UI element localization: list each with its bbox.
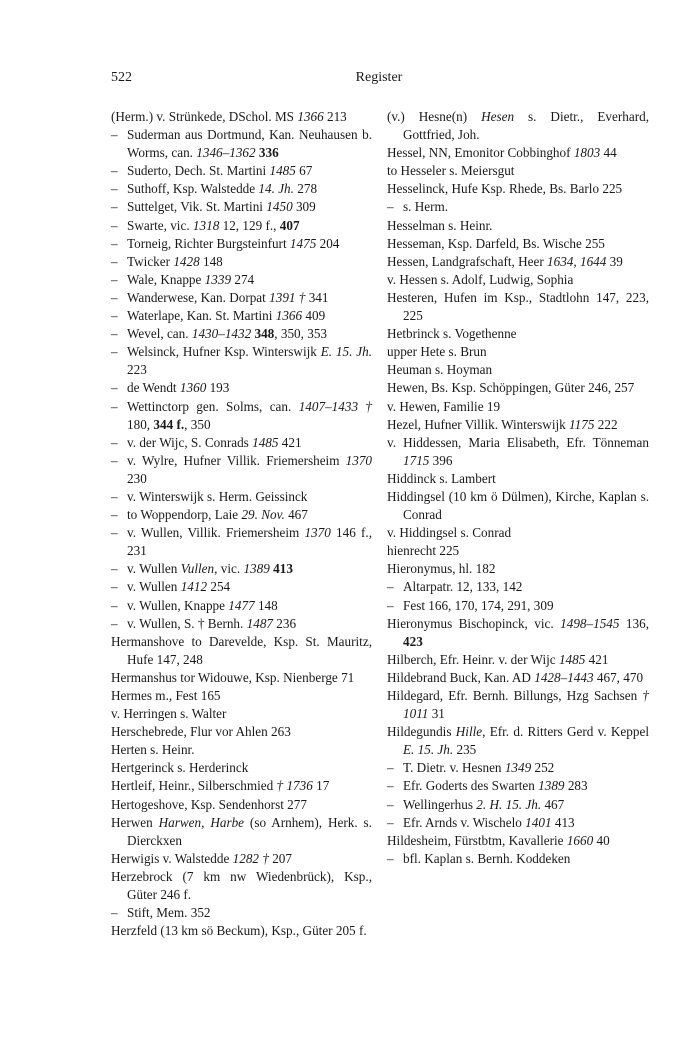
entry-text: 12, 129 f.,: [219, 217, 280, 233]
entry-text: , Efr. d. Ritters Gerd v. Keppel: [482, 724, 649, 740]
subentry-dash: –: [387, 199, 394, 215]
index-entry: [111, 198, 372, 216]
entry-text: hienrecht 225: [387, 543, 460, 559]
subentry-dash: –: [111, 507, 118, 523]
entry-text: 17: [312, 778, 330, 794]
entry-text: s. Dietr., Everhard, Gottfried, Joh.: [403, 109, 649, 143]
entry-text: Hieronymus Bischopinck, vic.: [387, 615, 561, 631]
entry-text: 1487: [246, 615, 273, 631]
entry-text: 1485: [252, 434, 279, 450]
entry-text: Hertogeshove, Ksp. Sendenhorst 277: [111, 796, 307, 812]
subentry-dash: –: [111, 326, 118, 342]
entry-text: 40: [593, 832, 610, 848]
index-entry: [387, 723, 649, 759]
entry-text: Hermanshus tor Widouwe, Ksp. Nienberge 71: [111, 669, 355, 685]
entry-text: 1401: [525, 814, 552, 830]
index-entry: [387, 180, 649, 198]
entry-text: Hermanshove to Darevelde, Ksp. St. Mauritz, Hufe 147, 248: [111, 633, 372, 667]
entry-text: Herschebrede, Flur vor Ahlen 263: [111, 724, 291, 740]
index-entry: [111, 741, 372, 759]
entry-text: 148: [199, 253, 223, 269]
subentry-dash: –: [111, 905, 118, 921]
index-entry: [111, 434, 372, 452]
entry-text: 193: [206, 380, 230, 396]
subentry-dash: –: [111, 380, 118, 396]
index-entry: [111, 253, 372, 271]
entry-text: 1428: [173, 253, 200, 269]
index-entry: [111, 488, 372, 506]
index-entry: [387, 289, 649, 325]
entry-text: T. Dietr. v. Hesnen: [403, 760, 505, 776]
index-entry: [387, 669, 649, 687]
entry-text: Wanderwese, Kan. Dorpat: [127, 289, 270, 305]
entry-text: 1389: [538, 778, 565, 794]
entry-text: de Wendt: [127, 380, 180, 396]
entry-text: 235: [453, 742, 477, 758]
subentry-dash: –: [111, 525, 118, 541]
entry-text: Twicker: [127, 253, 174, 269]
entry-text: Hildegard, Efr. Bernh. Billungs, Hzg Sachsen: [387, 688, 643, 703]
entry-text: to Woppendorp, Laie: [127, 507, 242, 523]
index-entry: [387, 488, 649, 524]
subentry-dash: –: [387, 760, 394, 776]
entry-text: v. Wullen, S. † Bernh.: [127, 615, 247, 631]
subentry-dash: –: [111, 271, 118, 287]
subentry-dash: –: [111, 488, 118, 504]
entry-text: 1370: [345, 452, 372, 468]
entry-text: 1634, 1644: [547, 253, 607, 269]
entry-text: 1318: [192, 217, 220, 233]
entry-text: 396: [429, 452, 453, 468]
entry-text: 1428–1443: [534, 669, 594, 685]
index-entry: [387, 416, 649, 434]
entry-text: Suderto, Dech. St. Martini: [127, 163, 270, 179]
entry-text: Hertgerinck s. Herderinck: [111, 760, 249, 776]
entry-text: 336: [258, 145, 279, 161]
entry-text: 1360: [179, 380, 207, 396]
index-entry: [111, 162, 372, 180]
entry-text: Herzfeld (13 km sö Beckum), Ksp., Güter 205 f.: [111, 923, 367, 939]
index-entry: [111, 560, 372, 578]
entry-text: v. der Wijc, S. Conrads: [127, 434, 253, 450]
entry-text: (Herm.) v. Strünkede, DSchol. MS: [111, 109, 298, 124]
subentry-dash: –: [111, 452, 118, 468]
index-entry: [111, 506, 372, 524]
entry-text: 213: [323, 109, 347, 124]
entry-text: 467: [541, 796, 565, 812]
index-entry: [387, 687, 649, 723]
entry-text: 204: [316, 235, 340, 251]
entry-text: 421: [585, 651, 609, 667]
entry-text: 421: [278, 434, 302, 450]
index-entry: [111, 271, 372, 289]
entry-text: (so Arnhem), Herk. s. Dierckxen: [127, 814, 372, 848]
index-entry: [387, 560, 649, 578]
entry-text: 1346–1362: [196, 145, 256, 161]
index-entry: [387, 651, 649, 669]
entry-text: 409: [302, 308, 326, 324]
entry-text: Herwigis v. Walstedde: [111, 850, 233, 866]
entry-text: 14. Jh.: [258, 181, 294, 197]
subentry-dash: –: [387, 814, 394, 830]
entry-text: 344 f.: [153, 416, 185, 432]
entry-text: v. Winterswijk s. Herm. Geissinck: [127, 488, 308, 504]
index-entry: [111, 289, 372, 307]
index-entry: [111, 868, 372, 904]
entry-text: 207: [268, 850, 292, 866]
entry-text: Hetbrinck s. Vogethenne: [387, 326, 517, 342]
index-entry: [387, 759, 649, 777]
index-entry: [387, 343, 649, 361]
index-entry: [111, 597, 372, 615]
entry-text: Hewen, Bs. Ksp. Schöppingen, Güter 246, 257: [387, 380, 635, 396]
entry-text: Hertleif, Heinr., Silberschmied: [111, 778, 277, 794]
entry-text: Wevel, can.: [127, 326, 192, 342]
entry-text: 1715: [403, 452, 430, 468]
index-entry: [111, 922, 372, 940]
entry-text: Suderman aus Dortmund, Kan. Neuhausen b. Worms, can.: [127, 127, 372, 161]
index-entry: [111, 705, 372, 723]
entry-text: 341: [305, 289, 329, 305]
index-entry: [387, 597, 649, 615]
entry-text: Efr. Arnds v. Wischelo: [403, 814, 526, 830]
entry-text: 39: [606, 253, 623, 269]
entry-text: 180,: [127, 416, 154, 432]
entry-text: Wettinctorp gen. Solms, can.: [127, 398, 299, 414]
entry-text: Harwen, Harbe: [158, 814, 245, 830]
entry-text: Altarpatr. 12, 133, 142: [403, 579, 523, 595]
index-entry: [387, 253, 649, 271]
entry-text: 1366: [275, 308, 303, 324]
entry-text: 1366: [297, 109, 324, 124]
entry-text: Hiddinck s. Lambert: [387, 470, 496, 486]
subentry-dash: –: [387, 579, 394, 595]
entry-text: upper Hete s. Brun: [387, 344, 487, 360]
index-entry: [387, 271, 649, 289]
entry-text: 31: [428, 706, 445, 722]
index-entry: [387, 434, 649, 470]
subentry-dash: –: [387, 778, 394, 794]
entry-text: 1498–1545: [560, 615, 620, 631]
index-entry: [111, 217, 372, 235]
entry-text: Hermes m., Fest 165: [111, 688, 221, 703]
entry-text: v. Hiddessen, Maria Elisabeth, Efr. Tönneman: [387, 434, 649, 450]
subentry-dash: –: [111, 579, 118, 595]
entry-text: Vullen: [180, 561, 215, 577]
index-entry: [387, 832, 649, 850]
entry-text: 254: [207, 579, 231, 595]
entry-text: 1339: [204, 271, 232, 287]
entry-text: 1175: [569, 416, 595, 432]
index-entry: [387, 796, 649, 814]
entry-text: s. Herm.: [403, 199, 449, 215]
entry-text: 1475: [289, 235, 317, 251]
entry-text: 1485: [558, 651, 586, 667]
index-entry: [111, 759, 372, 777]
index-column-right: [387, 108, 649, 868]
entry-text: v. Hewen, Familie 19: [387, 398, 501, 414]
index-entry: [387, 217, 649, 235]
index-entry: [111, 398, 372, 434]
entry-text: 136,: [619, 615, 649, 631]
index-entry: [387, 162, 649, 180]
entry-text: Hildesheim, Fürstbtm, Kavallerie: [387, 832, 567, 848]
entry-text: 283: [564, 778, 588, 794]
entry-text: Wellingerhus: [403, 796, 477, 812]
index-entry: [111, 633, 372, 669]
entry-text: 1660: [566, 832, 594, 848]
index-entry: [111, 796, 372, 814]
subentry-dash: –: [387, 850, 394, 866]
entry-text: Welsinck, Hufner Ksp. Winterswijk: [127, 344, 321, 360]
entry-text: E. 15. Jh.: [320, 344, 372, 360]
subentry-dash: –: [111, 235, 118, 251]
subentry-dash: –: [387, 597, 394, 613]
entry-text: 2. H. 15. Jh.: [476, 796, 542, 812]
entry-text: v. Hessen s. Adolf, Ludwig, Sophia: [387, 271, 574, 287]
subentry-dash: –: [111, 561, 118, 577]
index-column-left: [111, 108, 372, 940]
subentry-dash: –: [111, 181, 118, 197]
entry-text: bfl. Kaplan s. Bernh. Koddeken: [403, 850, 571, 866]
index-entry: [111, 343, 372, 379]
entry-text: , vic.: [214, 561, 244, 577]
entry-text: 44: [600, 145, 617, 161]
entry-text: v. Wylre, Hufner Villik. Friemersheim: [127, 452, 346, 468]
index-entry: [387, 325, 649, 343]
entry-text: 1477: [228, 597, 255, 613]
entry-text: 236: [273, 615, 297, 631]
running-title: Register: [355, 70, 403, 85]
entry-text: 348: [254, 326, 275, 342]
entry-text: Stift, Mem. 352: [127, 905, 211, 921]
entry-text: v. Wullen, Knappe: [127, 597, 229, 613]
entry-text: Hildebrand Buck, Kan. AD: [387, 669, 535, 685]
subentry-dash: –: [111, 127, 118, 143]
entry-text: 1391 †: [269, 289, 306, 305]
index-entry: [111, 615, 372, 633]
entry-text: Hille: [455, 724, 483, 740]
index-entry: [111, 325, 372, 343]
subentry-dash: –: [111, 289, 118, 305]
index-entry: [387, 615, 649, 651]
entry-text: v. Wullen, Villik. Friemersheim: [127, 525, 305, 541]
entry-text: 1485: [269, 163, 296, 179]
entry-text: 1282 †: [232, 850, 269, 866]
entry-text: Hieronymus, hl. 182: [387, 561, 496, 577]
index-entry: [111, 777, 372, 795]
entry-text: Hesteren, Hufen im Ksp., Stadtlohn 147, 223, 225: [387, 289, 649, 324]
entry-text: 29. Nov.: [241, 507, 285, 523]
entry-text: 252: [531, 760, 555, 776]
index-entry: [111, 814, 372, 850]
entry-text: 146 f., 231: [127, 525, 372, 559]
entry-text: 222: [594, 416, 618, 432]
entry-text: 1803: [573, 145, 601, 161]
index-entry: [387, 542, 649, 560]
index-entry: [111, 850, 372, 868]
page-number: 522: [111, 70, 132, 85]
index-entry: [387, 235, 649, 253]
entry-text: 278: [293, 181, 318, 197]
entry-text: Hesen: [481, 109, 515, 124]
entry-text: 309: [292, 199, 316, 215]
index-entry: [111, 379, 372, 397]
entry-text: 274: [231, 271, 255, 287]
entry-text: Herzebrock (7 km nw Wiedenbrück), Ksp., Güter 246 f.: [111, 868, 372, 903]
subentry-dash: –: [111, 308, 118, 324]
entry-text: 148: [254, 597, 278, 613]
subentry-dash: –: [111, 615, 118, 631]
index-entry: [111, 723, 372, 741]
entry-text: Swarte, vic.: [127, 217, 193, 233]
entry-text: Herten s. Heinr.: [111, 742, 195, 758]
entry-text: Hezel, Hufner Villik. Winterswijk: [387, 416, 570, 432]
subentry-dash: –: [111, 344, 118, 360]
index-entry: [387, 777, 649, 795]
subentry-dash: –: [111, 434, 118, 450]
entry-text: to Hesseler s. Meiersgut: [387, 163, 515, 179]
entry-text: † 1011: [403, 688, 649, 722]
entry-text: Heuman s. Hoyman: [387, 362, 493, 378]
entry-text: 223: [127, 362, 147, 378]
entry-text: E. 15. Jh.: [403, 742, 454, 758]
entry-text: Suttelget, Vik. St. Martini: [127, 199, 267, 215]
entry-text: 1370: [304, 525, 331, 541]
entry-text: 413: [551, 814, 575, 830]
index-entry: [111, 904, 372, 922]
entry-text: Suthoff, Ksp. Walstedde: [127, 181, 259, 197]
index-entry: [387, 398, 649, 416]
entry-text: (v.) Hesne(n): [387, 109, 482, 124]
index-entry: [111, 235, 372, 253]
subentry-dash: –: [111, 398, 118, 414]
entry-text: Hiddingsel (10 km ö Dülmen), Kirche, Kaplan s. Conrad: [387, 488, 649, 523]
entry-text: 230: [127, 470, 147, 486]
entry-text: v. Hiddingsel s. Conrad: [387, 525, 512, 541]
subentry-dash: –: [111, 217, 118, 233]
entry-text: 67: [295, 163, 313, 179]
entry-text: v. Wullen: [127, 579, 181, 595]
index-entry: [111, 578, 372, 596]
entry-text: Hesseman, Ksp. Darfeld, Bs. Wische 255: [387, 235, 605, 251]
entry-text: Hesselman s. Heinr.: [387, 217, 493, 233]
entry-text: 413: [273, 561, 293, 577]
index-entry: [111, 687, 372, 705]
entry-text: Torneig, Richter Burgsteinfurt: [127, 235, 290, 251]
index-entry: [111, 524, 372, 560]
entry-text: Wale, Knappe: [127, 271, 205, 287]
subentry-dash: –: [387, 796, 394, 812]
entry-text: , 350: [184, 416, 211, 432]
entry-text: 467, 470: [593, 669, 644, 685]
entry-text: 407: [279, 217, 300, 233]
entry-text: 1407–1433 †: [298, 398, 373, 414]
entry-text: v. Wullen: [127, 561, 181, 577]
index-entry: [111, 126, 372, 162]
index-entry: [387, 379, 649, 397]
index-entry: [387, 144, 649, 162]
entry-text: v. Herringen s. Walter: [111, 706, 227, 722]
index-entry: [387, 814, 649, 832]
entry-text: 1349: [504, 760, 532, 776]
index-entry: [111, 669, 372, 687]
entry-text: Fest 166, 170, 174, 291, 309: [403, 597, 554, 613]
index-entry: [111, 307, 372, 325]
index-entry: [387, 198, 649, 216]
page-header: [111, 70, 647, 90]
entry-text: , 350, 353: [274, 326, 328, 342]
entry-text: Hessen, Landgrafschaft, Heer: [387, 253, 548, 269]
entry-text: Hessel, NN, Emonitor Cobbinghof: [387, 145, 574, 161]
index-entry: [111, 108, 372, 126]
entry-text: 1389: [243, 561, 270, 577]
index-entry: [387, 361, 649, 379]
entry-text: Hilberch, Efr. Heinr. v. der Wijc: [387, 651, 559, 667]
subentry-dash: –: [111, 253, 118, 269]
index-entry: [387, 524, 649, 542]
entry-text: 1430–1432: [191, 326, 252, 342]
entry-text: Efr. Goderts des Swarten: [403, 778, 539, 794]
entry-text: 467: [284, 507, 308, 523]
index-entry: [111, 452, 372, 488]
index-entry: [111, 180, 372, 198]
entry-text: Hildegundis: [387, 724, 456, 740]
index-entry: [387, 578, 649, 596]
subentry-dash: –: [111, 199, 118, 215]
entry-text: 1450: [266, 199, 293, 215]
index-entry: [387, 108, 649, 144]
entry-text: † 1736: [276, 778, 313, 794]
entry-text: 1412: [180, 579, 208, 595]
subentry-dash: –: [111, 163, 118, 179]
entry-text: Hesselinck, Hufe Ksp. Rhede, Bs. Barlo 225: [387, 181, 623, 197]
index-entry: [387, 470, 649, 488]
entry-text: 423: [403, 633, 423, 649]
entry-text: Waterlape, Kan. St. Martini: [127, 308, 276, 324]
entry-text: Herwen: [111, 814, 159, 830]
index-entry: [387, 850, 649, 868]
subentry-dash: –: [111, 597, 118, 613]
